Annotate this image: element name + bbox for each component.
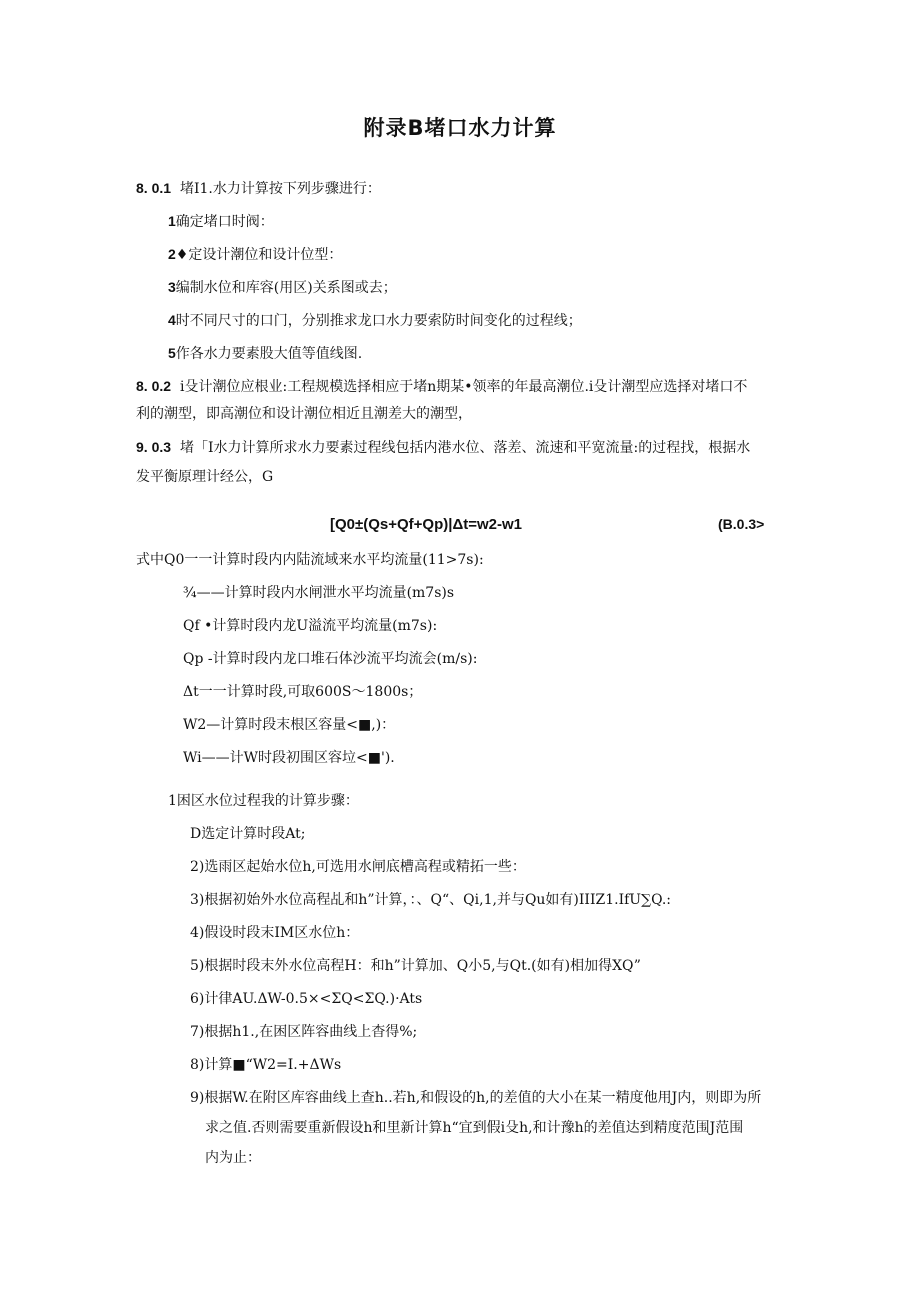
clause-text-continued: 发平衡原理计经公，G (136, 469, 274, 485)
clause-number: 9. 0.3 (136, 439, 172, 455)
procedure-step: 5)根据时段末外水位高程H：和h”计算加、Q小5,与Qt.(如有)相加得XQ” (190, 958, 641, 974)
list-item: 2♦定设计潮位和设计位型： (168, 246, 343, 263)
clause-text: i殳计潮位应根业:工程规模选择相应于堵n期某•领率的年最高潮位.i殳计潮型应选择对堵口不 (180, 379, 748, 395)
page-title: 附录B堵口水力计算 (363, 116, 557, 140)
procedure-step: 3)根据初始外水位高程乩和h”计算，：、Q“、Qi,1,并与Qu如有)IIIZ1.IfU∑Q.: (190, 892, 672, 908)
definition-line: ¾——计算时段内水闸泄水平均流量(m7s)s (183, 585, 455, 601)
list-item: 1确定堵口时阀： (168, 213, 274, 230)
equation: [Q0±(Qs+Qf+Qp)|Δt=w2-w1 (330, 516, 522, 533)
clause-text: 堵「I水力计算所求水力要素过程线包括内港水位、落差、流速和平宽流量:的过程找，根据水 (180, 440, 751, 456)
list-item: 5作各水力要素股大值等值线图. (168, 345, 363, 362)
procedure-step: 8)计算■“W2=I.+ΔWs (190, 1057, 342, 1073)
procedure-step-continued: 求之值.否则需要重新假设h和里新计算h“宜到假i殳h,和计豫h的差值达到精度范围J范围 (205, 1120, 744, 1136)
definition-line: Qp -计算时段内龙口堆石体沙流平均流会(m∕s): (183, 651, 478, 667)
procedure-step: 4)假设时段末IM区水位h： (190, 925, 360, 941)
procedure-step: 7)根据h1.,在困区阵容曲线上杳得%; (190, 1024, 418, 1040)
list-item: 3编制水位和库容(用区)关系图或去； (168, 279, 397, 296)
list-item: 4时不同尺寸的口门，分别推求龙口水力要索防时间变化的过程线； (168, 312, 582, 329)
procedure-step: 6)计律AU.ΔW-0.5×<ΣQ<ΣQ.)·Ats (190, 991, 423, 1007)
procedure-heading: 1困区水位过程我的计算步骤： (168, 793, 359, 809)
definition-line: Wi——计W时段初围区容垃<■'). (183, 750, 395, 766)
clause-number: 8. 0.2 (136, 378, 172, 394)
clause-number: 8. 0.1 (136, 180, 172, 196)
clause-9-0-3 (136, 437, 750, 458)
procedure-step: D选定计算时段At; (190, 826, 306, 842)
definition-line: Qf •计算时段内龙U溢流平均流量(m7s): (183, 618, 438, 634)
definition-line: W2—计算时段末根区容量<■,)： (183, 717, 396, 733)
definition-line: 式中Q0一一计算时段内内陆流域来水平均流量(11>7s): (136, 552, 484, 568)
procedure-step: 2)选雨区起始水位h,可选用水闸底槽高程或精拓一些： (190, 859, 526, 875)
clause-text-continued: 利的潮型，即高潮位和设计潮位相近且潮差大的潮型， (136, 406, 472, 422)
clause-text: 堵I1.水力计算按下列步骤进行： (180, 181, 381, 197)
definition-line: Δt一一计算时段,可取600S～1800s； (183, 684, 423, 700)
procedure-step: 9)根据W.在附区库容曲线上查h..若h,和假设的h,的差值的大小在某一精度他用J内，则即为所 (190, 1090, 762, 1106)
equation-number: (B.0.3> (718, 516, 765, 532)
clause-8-0-2 (136, 376, 747, 397)
procedure-step-continued: 内为止： (205, 1150, 261, 1166)
clause-8-0-1 (136, 178, 381, 199)
